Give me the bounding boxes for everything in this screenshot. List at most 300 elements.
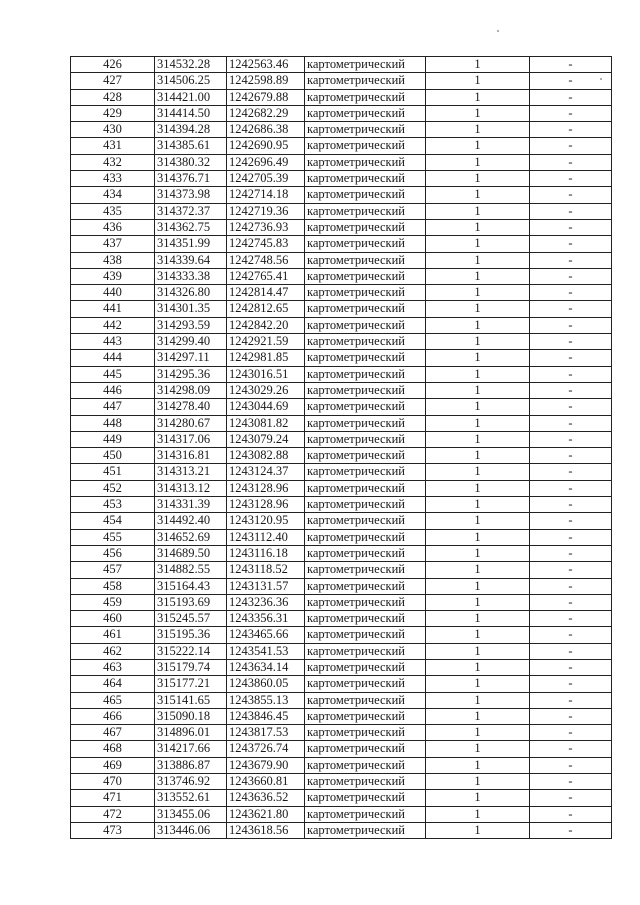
accuracy-cell: 1 — [426, 659, 530, 675]
y-coordinate-cell: 1243726.74 — [227, 741, 305, 757]
note-cell: - — [530, 301, 612, 317]
accuracy-cell: 1 — [426, 252, 530, 268]
method-cell: картометрический — [305, 89, 426, 105]
table-row — [71, 252, 612, 268]
table-row — [71, 448, 612, 464]
point-number-cell: 442 — [71, 317, 155, 333]
y-coordinate-cell: 1243817.53 — [227, 725, 305, 741]
method-cell: картометрический — [305, 236, 426, 252]
method-cell: картометрический — [305, 741, 426, 757]
x-coordinate-cell: 314301.35 — [155, 301, 227, 317]
note-cell: - — [530, 334, 612, 350]
point-number-cell: 445 — [71, 366, 155, 382]
y-coordinate-cell: 1242686.38 — [227, 122, 305, 138]
table-row — [71, 790, 612, 806]
x-coordinate-cell: 314380.32 — [155, 154, 227, 170]
x-coordinate-cell: 314376.71 — [155, 171, 227, 187]
point-number-cell: 443 — [71, 334, 155, 350]
accuracy-cell: 1 — [426, 399, 530, 415]
accuracy-cell: 1 — [426, 562, 530, 578]
note-cell: - — [530, 659, 612, 675]
method-cell: картометрический — [305, 774, 426, 790]
y-coordinate-cell: 1243636.52 — [227, 790, 305, 806]
table-row — [71, 89, 612, 105]
x-coordinate-cell: 314896.01 — [155, 725, 227, 741]
point-number-cell: 428 — [71, 89, 155, 105]
x-coordinate-cell: 315193.69 — [155, 594, 227, 610]
note-cell: - — [530, 708, 612, 724]
scan-speck — [497, 30, 499, 32]
method-cell: картометрический — [305, 659, 426, 675]
accuracy-cell: 1 — [426, 529, 530, 545]
x-coordinate-cell: 314295.36 — [155, 366, 227, 382]
point-number-cell: 432 — [71, 154, 155, 170]
x-coordinate-cell: 315195.36 — [155, 627, 227, 643]
method-cell: картометрический — [305, 497, 426, 513]
y-coordinate-cell: 1242748.56 — [227, 252, 305, 268]
y-coordinate-cell: 1243236.36 — [227, 594, 305, 610]
y-coordinate-cell: 1242814.47 — [227, 285, 305, 301]
method-cell: картометрический — [305, 171, 426, 187]
x-coordinate-cell: 315222.14 — [155, 643, 227, 659]
note-cell: - — [530, 73, 612, 89]
note-cell: - — [530, 285, 612, 301]
y-coordinate-cell: 1243618.56 — [227, 822, 305, 838]
accuracy-cell: 1 — [426, 643, 530, 659]
point-number-cell: 468 — [71, 741, 155, 757]
note-cell: - — [530, 431, 612, 447]
x-coordinate-cell: 314532.28 — [155, 57, 227, 73]
method-cell: картометрический — [305, 545, 426, 561]
method-cell: картометрический — [305, 187, 426, 203]
y-coordinate-cell: 1242598.89 — [227, 73, 305, 89]
y-coordinate-cell: 1243120.95 — [227, 513, 305, 529]
y-coordinate-cell: 1242736.93 — [227, 219, 305, 235]
method-cell: картометрический — [305, 57, 426, 73]
note-cell: - — [530, 562, 612, 578]
x-coordinate-cell: 314293.59 — [155, 317, 227, 333]
x-coordinate-cell: 314313.21 — [155, 464, 227, 480]
x-coordinate-cell: 314331.39 — [155, 497, 227, 513]
x-coordinate-cell: 314414.50 — [155, 105, 227, 121]
x-coordinate-cell: 315141.65 — [155, 692, 227, 708]
point-number-cell: 439 — [71, 268, 155, 284]
point-number-cell: 450 — [71, 448, 155, 464]
note-cell: - — [530, 643, 612, 659]
method-cell: картометрический — [305, 317, 426, 333]
x-coordinate-cell: 314689.50 — [155, 545, 227, 561]
accuracy-cell: 1 — [426, 366, 530, 382]
point-number-cell: 467 — [71, 725, 155, 741]
table-row — [71, 578, 612, 594]
table-row — [71, 594, 612, 610]
method-cell: картометрический — [305, 594, 426, 610]
y-coordinate-cell: 1243634.14 — [227, 659, 305, 675]
y-coordinate-cell: 1243860.05 — [227, 676, 305, 692]
note-cell: - — [530, 594, 612, 610]
y-coordinate-cell: 1243541.53 — [227, 643, 305, 659]
y-coordinate-cell: 1242679.88 — [227, 89, 305, 105]
x-coordinate-cell: 314652.69 — [155, 529, 227, 545]
point-number-cell: 464 — [71, 676, 155, 692]
table-row — [71, 659, 612, 675]
y-coordinate-cell: 1242696.49 — [227, 154, 305, 170]
x-coordinate-cell: 314882.55 — [155, 562, 227, 578]
point-number-cell: 451 — [71, 464, 155, 480]
note-cell: - — [530, 382, 612, 398]
note-cell: - — [530, 317, 612, 333]
accuracy-cell: 1 — [426, 219, 530, 235]
accuracy-cell: 1 — [426, 187, 530, 203]
method-cell: картометрический — [305, 806, 426, 822]
y-coordinate-cell: 1242705.39 — [227, 171, 305, 187]
accuracy-cell: 1 — [426, 285, 530, 301]
accuracy-cell: 1 — [426, 708, 530, 724]
x-coordinate-cell: 314333.38 — [155, 268, 227, 284]
x-coordinate-cell: 314278.40 — [155, 399, 227, 415]
note-cell: - — [530, 138, 612, 154]
point-number-cell: 463 — [71, 659, 155, 675]
method-cell: картометрический — [305, 692, 426, 708]
note-cell: - — [530, 545, 612, 561]
y-coordinate-cell: 1243112.40 — [227, 529, 305, 545]
note-cell: - — [530, 480, 612, 496]
y-coordinate-cell: 1242714.18 — [227, 187, 305, 203]
table-row — [71, 105, 612, 121]
point-number-cell: 433 — [71, 171, 155, 187]
x-coordinate-cell: 314421.00 — [155, 89, 227, 105]
table-row — [71, 285, 612, 301]
x-coordinate-cell: 314492.40 — [155, 513, 227, 529]
table-row — [71, 464, 612, 480]
note-cell: - — [530, 57, 612, 73]
table-row — [71, 774, 612, 790]
table-row — [71, 122, 612, 138]
y-coordinate-cell: 1243621.80 — [227, 806, 305, 822]
accuracy-cell: 1 — [426, 57, 530, 73]
method-cell: картометрический — [305, 562, 426, 578]
accuracy-cell: 1 — [426, 236, 530, 252]
y-coordinate-cell: 1243660.81 — [227, 774, 305, 790]
note-cell: - — [530, 611, 612, 627]
accuracy-cell: 1 — [426, 138, 530, 154]
point-number-cell: 431 — [71, 138, 155, 154]
y-coordinate-cell: 1243029.26 — [227, 382, 305, 398]
accuracy-cell: 1 — [426, 89, 530, 105]
x-coordinate-cell: 314217.66 — [155, 741, 227, 757]
table-row — [71, 562, 612, 578]
table-row — [71, 643, 612, 659]
table-row — [71, 725, 612, 741]
y-coordinate-cell: 1242812.65 — [227, 301, 305, 317]
y-coordinate-cell: 1243356.31 — [227, 611, 305, 627]
method-cell: картометрический — [305, 627, 426, 643]
table-row — [71, 497, 612, 513]
x-coordinate-cell: 314326.80 — [155, 285, 227, 301]
x-coordinate-cell: 314351.99 — [155, 236, 227, 252]
table-row — [71, 529, 612, 545]
y-coordinate-cell: 1243044.69 — [227, 399, 305, 415]
accuracy-cell: 1 — [426, 415, 530, 431]
table-row — [71, 203, 612, 219]
table-row — [71, 334, 612, 350]
method-cell: картометрический — [305, 708, 426, 724]
table-row — [71, 480, 612, 496]
point-number-cell: 454 — [71, 513, 155, 529]
table-row — [71, 806, 612, 822]
point-number-cell: 449 — [71, 431, 155, 447]
method-cell: картометрический — [305, 822, 426, 838]
point-number-cell: 452 — [71, 480, 155, 496]
x-coordinate-cell: 314362.75 — [155, 219, 227, 235]
method-cell: картометрический — [305, 725, 426, 741]
note-cell: - — [530, 497, 612, 513]
point-number-cell: 473 — [71, 822, 155, 838]
y-coordinate-cell: 1243679.90 — [227, 757, 305, 773]
y-coordinate-cell: 1243855.13 — [227, 692, 305, 708]
accuracy-cell: 1 — [426, 822, 530, 838]
point-number-cell: 456 — [71, 545, 155, 561]
y-coordinate-cell: 1242690.95 — [227, 138, 305, 154]
method-cell: картометрический — [305, 252, 426, 268]
x-coordinate-cell: 314280.67 — [155, 415, 227, 431]
note-cell: - — [530, 741, 612, 757]
point-number-cell: 460 — [71, 611, 155, 627]
method-cell: картометрический — [305, 301, 426, 317]
y-coordinate-cell: 1243128.96 — [227, 480, 305, 496]
point-number-cell: 470 — [71, 774, 155, 790]
accuracy-cell: 1 — [426, 790, 530, 806]
y-coordinate-cell: 1243131.57 — [227, 578, 305, 594]
point-number-cell: 440 — [71, 285, 155, 301]
y-coordinate-cell: 1243116.18 — [227, 545, 305, 561]
point-number-cell: 458 — [71, 578, 155, 594]
table-row — [71, 545, 612, 561]
note-cell: - — [530, 154, 612, 170]
table-row — [71, 611, 612, 627]
table-row — [71, 627, 612, 643]
method-cell: картометрический — [305, 643, 426, 659]
method-cell: картометрический — [305, 203, 426, 219]
note-cell: - — [530, 171, 612, 187]
table-row — [71, 57, 612, 73]
method-cell: картометрический — [305, 448, 426, 464]
method-cell: картометрический — [305, 73, 426, 89]
accuracy-cell: 1 — [426, 382, 530, 398]
point-number-cell: 427 — [71, 73, 155, 89]
accuracy-cell: 1 — [426, 757, 530, 773]
method-cell: картометрический — [305, 464, 426, 480]
note-cell: - — [530, 529, 612, 545]
x-coordinate-cell: 315179.74 — [155, 659, 227, 675]
table-row — [71, 741, 612, 757]
note-cell: - — [530, 350, 612, 366]
y-coordinate-cell: 1242981.85 — [227, 350, 305, 366]
note-cell: - — [530, 725, 612, 741]
method-cell: картометрический — [305, 334, 426, 350]
accuracy-cell: 1 — [426, 627, 530, 643]
method-cell: картометрический — [305, 350, 426, 366]
table-row — [71, 382, 612, 398]
x-coordinate-cell: 314385.61 — [155, 138, 227, 154]
accuracy-cell: 1 — [426, 350, 530, 366]
note-cell: - — [530, 692, 612, 708]
accuracy-cell: 1 — [426, 725, 530, 741]
table-row — [71, 73, 612, 89]
table-row — [71, 154, 612, 170]
accuracy-cell: 1 — [426, 741, 530, 757]
y-coordinate-cell: 1242921.59 — [227, 334, 305, 350]
point-number-cell: 441 — [71, 301, 155, 317]
method-cell: картометрический — [305, 366, 426, 382]
note-cell: - — [530, 448, 612, 464]
note-cell: - — [530, 203, 612, 219]
y-coordinate-cell: 1242682.29 — [227, 105, 305, 121]
method-cell: картометрический — [305, 676, 426, 692]
point-number-cell: 457 — [71, 562, 155, 578]
accuracy-cell: 1 — [426, 464, 530, 480]
note-cell: - — [530, 790, 612, 806]
accuracy-cell: 1 — [426, 513, 530, 529]
note-cell: - — [530, 757, 612, 773]
accuracy-cell: 1 — [426, 480, 530, 496]
note-cell: - — [530, 464, 612, 480]
method-cell: картометрический — [305, 513, 426, 529]
y-coordinate-cell: 1243016.51 — [227, 366, 305, 382]
y-coordinate-cell: 1243128.96 — [227, 497, 305, 513]
table-row — [71, 350, 612, 366]
method-cell: картометрический — [305, 480, 426, 496]
point-number-cell: 461 — [71, 627, 155, 643]
y-coordinate-cell: 1242745.83 — [227, 236, 305, 252]
point-number-cell: 465 — [71, 692, 155, 708]
point-number-cell: 426 — [71, 57, 155, 73]
method-cell: картометрический — [305, 122, 426, 138]
note-cell: - — [530, 105, 612, 121]
note-cell: - — [530, 578, 612, 594]
note-cell: - — [530, 219, 612, 235]
table-row — [71, 236, 612, 252]
table-row — [71, 692, 612, 708]
point-number-cell: 436 — [71, 219, 155, 235]
point-number-cell: 444 — [71, 350, 155, 366]
x-coordinate-cell: 313455.06 — [155, 806, 227, 822]
note-cell: - — [530, 513, 612, 529]
accuracy-cell: 1 — [426, 268, 530, 284]
method-cell: картометрический — [305, 415, 426, 431]
table-row — [71, 301, 612, 317]
x-coordinate-cell: 314372.37 — [155, 203, 227, 219]
point-number-cell: 435 — [71, 203, 155, 219]
note-cell: - — [530, 676, 612, 692]
x-coordinate-cell: 315090.18 — [155, 708, 227, 724]
note-cell: - — [530, 627, 612, 643]
method-cell: картометрический — [305, 611, 426, 627]
table-row — [71, 219, 612, 235]
accuracy-cell: 1 — [426, 806, 530, 822]
note-cell: - — [530, 89, 612, 105]
point-number-cell: 434 — [71, 187, 155, 203]
x-coordinate-cell: 315177.21 — [155, 676, 227, 692]
table-row — [71, 415, 612, 431]
table-row — [71, 399, 612, 415]
x-coordinate-cell: 313746.92 — [155, 774, 227, 790]
point-number-cell: 446 — [71, 382, 155, 398]
point-number-cell: 469 — [71, 757, 155, 773]
accuracy-cell: 1 — [426, 578, 530, 594]
point-number-cell: 437 — [71, 236, 155, 252]
point-number-cell: 462 — [71, 643, 155, 659]
point-number-cell: 447 — [71, 399, 155, 415]
accuracy-cell: 1 — [426, 317, 530, 333]
x-coordinate-cell: 314299.40 — [155, 334, 227, 350]
x-coordinate-cell: 314339.64 — [155, 252, 227, 268]
table-row — [71, 366, 612, 382]
note-cell: - — [530, 236, 612, 252]
table-row — [71, 268, 612, 284]
method-cell: картометрический — [305, 578, 426, 594]
x-coordinate-cell: 314317.06 — [155, 431, 227, 447]
method-cell: картометрический — [305, 790, 426, 806]
note-cell: - — [530, 187, 612, 203]
accuracy-cell: 1 — [426, 545, 530, 561]
table-row — [71, 317, 612, 333]
y-coordinate-cell: 1243118.52 — [227, 562, 305, 578]
y-coordinate-cell: 1243082.88 — [227, 448, 305, 464]
point-number-cell: 472 — [71, 806, 155, 822]
table-row — [71, 708, 612, 724]
table-row — [71, 513, 612, 529]
accuracy-cell: 1 — [426, 171, 530, 187]
x-coordinate-cell: 314297.11 — [155, 350, 227, 366]
accuracy-cell: 1 — [426, 73, 530, 89]
note-cell: - — [530, 122, 612, 138]
accuracy-cell: 1 — [426, 154, 530, 170]
x-coordinate-cell: 314506.25 — [155, 73, 227, 89]
method-cell: картометрический — [305, 529, 426, 545]
table-row — [71, 187, 612, 203]
accuracy-cell: 1 — [426, 448, 530, 464]
method-cell: картометрический — [305, 105, 426, 121]
note-cell: - — [530, 774, 612, 790]
point-number-cell: 466 — [71, 708, 155, 724]
note-cell: - — [530, 399, 612, 415]
y-coordinate-cell: 1242765.41 — [227, 268, 305, 284]
y-coordinate-cell: 1243124.37 — [227, 464, 305, 480]
accuracy-cell: 1 — [426, 692, 530, 708]
point-number-cell: 448 — [71, 415, 155, 431]
x-coordinate-cell: 314298.09 — [155, 382, 227, 398]
accuracy-cell: 1 — [426, 676, 530, 692]
x-coordinate-cell: 314394.28 — [155, 122, 227, 138]
accuracy-cell: 1 — [426, 774, 530, 790]
coordinates-table — [70, 56, 612, 839]
point-number-cell: 453 — [71, 497, 155, 513]
table-row — [71, 138, 612, 154]
y-coordinate-cell: 1242842.20 — [227, 317, 305, 333]
method-cell: картометрический — [305, 268, 426, 284]
method-cell: картометрический — [305, 431, 426, 447]
point-number-cell: 429 — [71, 105, 155, 121]
x-coordinate-cell: 315164.43 — [155, 578, 227, 594]
accuracy-cell: 1 — [426, 105, 530, 121]
x-coordinate-cell: 313886.87 — [155, 757, 227, 773]
note-cell: - — [530, 806, 612, 822]
note-cell: - — [530, 415, 612, 431]
x-coordinate-cell: 313552.61 — [155, 790, 227, 806]
point-number-cell: 430 — [71, 122, 155, 138]
point-number-cell: 471 — [71, 790, 155, 806]
